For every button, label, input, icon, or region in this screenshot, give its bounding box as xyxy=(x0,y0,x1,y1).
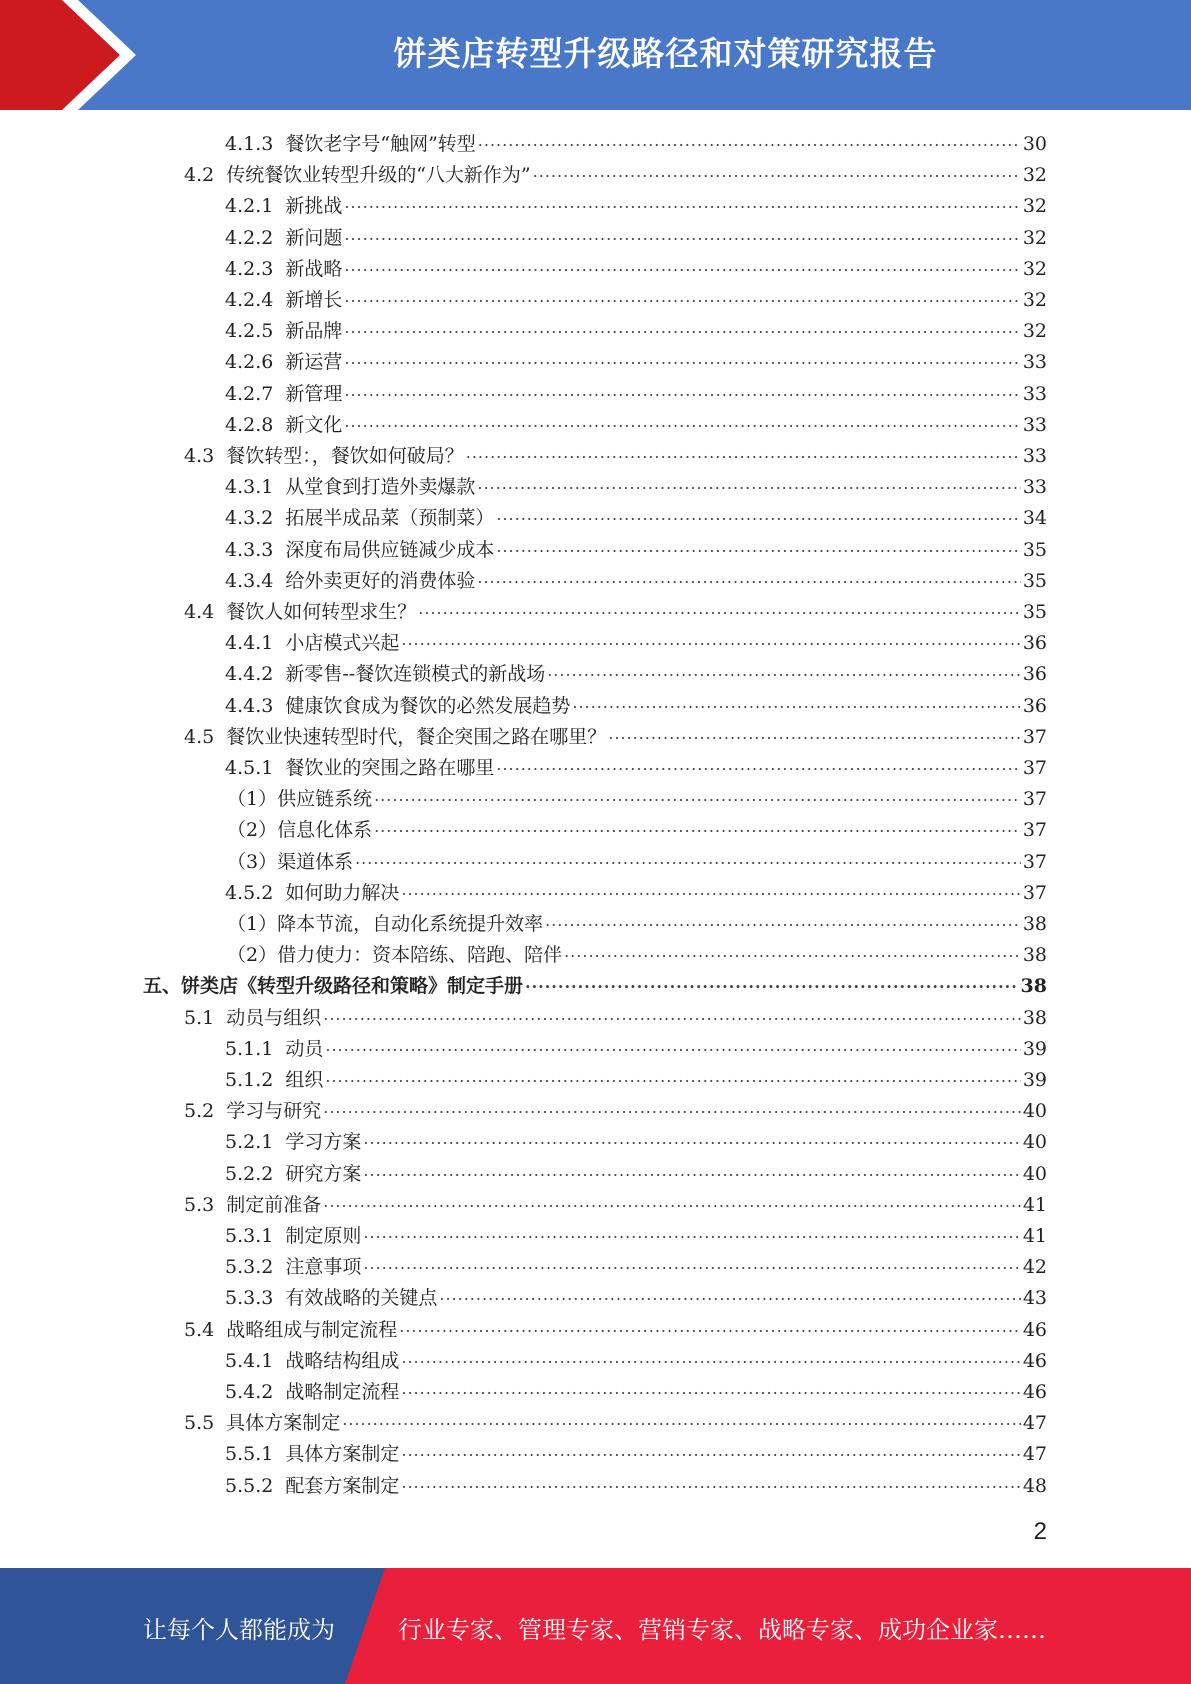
toc-dot-leader xyxy=(344,284,1020,306)
toc-entry-title: 战略制定流程 xyxy=(285,1381,400,1403)
toc-entry-number: 4.2.2 xyxy=(225,226,274,249)
toc-entry-number: 5.3.1 xyxy=(225,1225,274,1247)
toc-entry[interactable] xyxy=(225,534,1047,565)
toc-dot-leader xyxy=(323,1189,1021,1211)
toc-entry-title: 新零售--餐饮连锁模式的新战场 xyxy=(285,663,546,686)
toc-dot-leader xyxy=(477,565,1020,587)
toc-entry-number: 5.4.1 xyxy=(225,1349,274,1372)
toc-entry-title: 小店模式兴起 xyxy=(285,632,400,655)
toc-dot-leader xyxy=(496,534,1020,556)
toc-entry-title: 新战略 xyxy=(285,257,343,280)
toc-entry-title: 餐饮老字号“触网”转型 xyxy=(285,133,476,155)
toc-entry[interactable] xyxy=(143,970,1047,1001)
toc-entry-title: 新品牌 xyxy=(285,320,343,343)
toc-dot-leader xyxy=(323,1002,1021,1024)
toc-entry[interactable] xyxy=(225,1438,1047,1469)
toc-entry-title: 学习与研究 xyxy=(226,1100,322,1123)
toc-entry-page: 35 xyxy=(1022,601,1047,623)
toc-entry[interactable] xyxy=(225,284,1047,315)
toc-entry[interactable] xyxy=(227,908,1047,939)
toc-entry-page: 32 xyxy=(1022,289,1047,311)
toc-entry-title: （3）渠道体系 xyxy=(227,850,354,873)
toc-entry[interactable] xyxy=(184,159,1047,190)
toc-entry-number: 4.3.2 xyxy=(225,507,274,530)
toc-entry-page: 38 xyxy=(1022,1006,1047,1029)
toc-entry[interactable] xyxy=(225,128,1047,159)
toc-entry-title: 战略结构组成 xyxy=(285,1349,400,1372)
toc-entry-title: 制定原则 xyxy=(285,1225,362,1247)
toc-dot-leader xyxy=(399,1314,1021,1336)
toc-entry[interactable] xyxy=(184,1407,1047,1438)
header-arrow-decoration xyxy=(0,0,150,110)
toc-entry-title: 新运营 xyxy=(285,351,343,374)
toc-entry-title: 配套方案制定 xyxy=(285,1474,400,1497)
toc-entry[interactable] xyxy=(225,1345,1047,1376)
page-footer xyxy=(0,1568,1191,1684)
toc-entry-number: 5.3 xyxy=(184,1193,215,1216)
toc-entry[interactable] xyxy=(225,1376,1047,1407)
toc-dot-leader xyxy=(545,908,1021,930)
toc-entry-number: 4.4.1 xyxy=(225,632,274,655)
toc-dot-leader xyxy=(374,783,1021,805)
toc-dot-leader xyxy=(401,1345,1020,1367)
toc-dot-leader xyxy=(496,502,1020,524)
toc-entry-title: 五、饼类店《转型升级路径和策略》制定手册 xyxy=(143,975,524,998)
toc-entry[interactable] xyxy=(184,1314,1047,1345)
toc-entry-title: 战略组成与制定流程 xyxy=(226,1318,398,1341)
toc-entry-title: 新管理 xyxy=(285,382,343,405)
toc-entry-number: 5.1 xyxy=(184,1006,215,1029)
toc-entry-page: 40 xyxy=(1022,1131,1047,1154)
toc-entry-title: 新增长 xyxy=(285,289,343,311)
report-title: 饼类店转型升级路径和对策研究报告 xyxy=(393,34,938,73)
toc-entry[interactable] xyxy=(225,409,1047,440)
toc-entry[interactable] xyxy=(225,1251,1047,1282)
toc-entry[interactable] xyxy=(225,471,1047,502)
toc-entry-title: （2）借力使力：资本陪练、陪跑、陪伴 xyxy=(227,944,563,967)
toc-dot-leader xyxy=(572,690,1020,712)
toc-dot-leader xyxy=(401,1438,1020,1460)
toc-entry-title: 餐饮业快速转型时代，餐企突围之路在哪里？ xyxy=(226,725,607,748)
toc-dot-leader xyxy=(533,159,1021,181)
toc-entry-number: 4.2.1 xyxy=(225,195,274,218)
toc-entry-title: 从堂食到打造外卖爆款 xyxy=(285,476,476,499)
toc-dot-leader xyxy=(344,315,1020,337)
toc-entry-title: 注意事项 xyxy=(285,1256,362,1279)
page-number: 2 xyxy=(1033,1518,1047,1545)
toc-entry-title: 组织 xyxy=(285,1069,324,1091)
toc-entry-page: 33 xyxy=(1022,382,1047,405)
toc-dot-leader xyxy=(547,658,1021,680)
toc-dot-leader xyxy=(525,970,1019,992)
toc-entry-title: 新文化 xyxy=(285,413,343,436)
toc-entry-page: 48 xyxy=(1022,1474,1047,1497)
toc-entry[interactable] xyxy=(225,190,1047,221)
toc-entry-page: 36 xyxy=(1022,663,1047,686)
toc-entry-title: 健康饮食成为餐饮的必然发展趋势 xyxy=(285,694,571,717)
toc-entry-number: 4.2 xyxy=(184,164,215,187)
toc-entry[interactable] xyxy=(225,752,1047,783)
toc-entry-page: 39 xyxy=(1022,1069,1047,1091)
toc-entry-page: 40 xyxy=(1022,1100,1047,1123)
toc-entry-page: 39 xyxy=(1022,1037,1047,1060)
toc-entry-page: 32 xyxy=(1022,195,1047,218)
toc-entry[interactable] xyxy=(225,502,1047,533)
toc-entry-page: 36 xyxy=(1022,694,1047,717)
toc-entry[interactable] xyxy=(225,1158,1047,1189)
toc-entry-title: 制定前准备 xyxy=(226,1193,322,1216)
toc-entry[interactable] xyxy=(225,1282,1047,1313)
toc-entry[interactable] xyxy=(225,1064,1047,1095)
toc-entry[interactable] xyxy=(227,939,1047,970)
toc-entry-page: 33 xyxy=(1022,413,1047,436)
toc-entry-title: 研究方案 xyxy=(285,1162,362,1185)
toc-entry-number: 4.3.4 xyxy=(225,569,274,592)
toc-entry-number: 5.2.1 xyxy=(225,1131,274,1154)
toc-entry-number: 4.2.3 xyxy=(225,257,274,280)
toc-entry-page: 35 xyxy=(1022,538,1047,561)
toc-entry-title: 深度布局供应链减少成本 xyxy=(285,538,495,561)
toc-entry-number: 4.2.4 xyxy=(225,289,274,311)
toc-entry-page: 46 xyxy=(1022,1349,1047,1372)
toc-entry-title: 具体方案制定 xyxy=(285,1443,400,1466)
toc-entry-title: 如何助力解决 xyxy=(285,881,400,904)
toc-entry-number: 4.4 xyxy=(184,601,215,623)
toc-entry-page: 47 xyxy=(1022,1412,1047,1435)
page-header xyxy=(0,0,1191,110)
toc-entry-number: 4.3.3 xyxy=(225,538,274,561)
toc-entry-number: 5.2 xyxy=(184,1100,215,1123)
toc-entry-page: 33 xyxy=(1022,351,1047,374)
toc-entry-title: 动员 xyxy=(285,1037,324,1060)
toc-entry-title: 有效战略的关键点 xyxy=(285,1287,438,1310)
toc-entry[interactable] xyxy=(225,378,1047,409)
toc-entry[interactable] xyxy=(184,1095,1047,1126)
toc-entry-number: 5.1.1 xyxy=(225,1037,274,1060)
toc-dot-leader xyxy=(325,1064,1020,1086)
toc-dot-leader xyxy=(344,190,1020,212)
toc-dot-leader xyxy=(344,253,1020,275)
toc-entry-page: 33 xyxy=(1022,476,1047,499)
toc-entry-page: 42 xyxy=(1022,1256,1047,1279)
toc-entry-page: 30 xyxy=(1022,133,1047,155)
toc-entry[interactable] xyxy=(184,1189,1047,1220)
toc-dot-leader xyxy=(344,378,1020,400)
toc-entry-page: 38 xyxy=(1022,913,1047,935)
toc-entry-page: 32 xyxy=(1022,226,1047,249)
toc-entry-number: 5.5 xyxy=(184,1412,215,1435)
toc-entry-title: 餐饮业的突围之路在哪里 xyxy=(285,757,495,779)
toc-entry[interactable] xyxy=(184,440,1047,471)
toc-entry[interactable] xyxy=(227,783,1047,814)
toc-entry-title: 动员与组织 xyxy=(226,1006,322,1029)
toc-dot-leader xyxy=(478,128,1021,150)
footer-slogan-left: 让每个人都能成为 xyxy=(143,1616,335,1644)
toc-entry-number: 4.3 xyxy=(184,445,215,467)
toc-entry-page: 32 xyxy=(1022,164,1047,187)
toc-entry-number: 4.2.5 xyxy=(225,320,274,343)
toc-entry[interactable] xyxy=(225,1220,1047,1251)
toc-dot-leader xyxy=(374,814,1021,836)
toc-entry-page: 37 xyxy=(1022,725,1047,748)
toc-entry-page: 33 xyxy=(1022,445,1047,467)
toc-dot-leader xyxy=(401,627,1020,649)
toc-dot-leader xyxy=(401,877,1020,899)
toc-entry-page: 40 xyxy=(1022,1162,1047,1185)
footer-slogan-right: 行业专家、管理专家、营销专家、战略专家、成功企业家…… xyxy=(398,1616,1046,1644)
toc-entry[interactable] xyxy=(225,315,1047,346)
toc-entry-number: 4.2.7 xyxy=(225,382,274,405)
toc-entry[interactable] xyxy=(225,1470,1047,1501)
toc-entry-number: 5.3.3 xyxy=(225,1287,274,1310)
toc-entry[interactable] xyxy=(227,814,1047,845)
toc-dot-leader xyxy=(363,1158,1020,1180)
toc-entry-number: 4.5.1 xyxy=(225,757,274,779)
toc-entry[interactable] xyxy=(184,721,1047,752)
toc-entry-page: 47 xyxy=(1022,1443,1047,1466)
toc-entry-number: 4.1.3 xyxy=(225,133,274,155)
toc-entry-number: 4.4.2 xyxy=(225,663,274,686)
toc-dot-leader xyxy=(363,1251,1020,1273)
toc-dot-leader xyxy=(466,440,1021,462)
toc-entry-title: 餐饮转型：，餐饮如何破局？ xyxy=(226,445,464,467)
toc-entry-title: （1）供应链系统 xyxy=(227,788,373,811)
toc-dot-leader xyxy=(418,596,1021,618)
toc-dot-leader xyxy=(564,939,1021,961)
toc-dot-leader xyxy=(355,846,1021,868)
toc-entry-title: 新挑战 xyxy=(285,195,343,218)
toc-entry[interactable] xyxy=(225,690,1047,721)
toc-entry-number: 5.2.2 xyxy=(225,1162,274,1185)
toc-entry[interactable] xyxy=(184,1002,1047,1033)
toc-dot-leader xyxy=(401,1376,1020,1398)
toc-entry-page: 36 xyxy=(1022,632,1047,655)
toc-entry-number: 4.4.3 xyxy=(225,694,274,717)
toc-entry-page: 43 xyxy=(1022,1287,1047,1310)
toc-entry-number: 5.3.2 xyxy=(225,1256,274,1279)
toc-dot-leader xyxy=(439,1282,1020,1304)
toc-entry-number: 5.5.2 xyxy=(225,1474,274,1497)
toc-dot-leader xyxy=(344,222,1020,244)
toc-dot-leader xyxy=(325,1033,1020,1055)
toc-dot-leader xyxy=(496,752,1020,774)
toc-entry-page: 34 xyxy=(1022,507,1047,530)
toc-entry[interactable] xyxy=(225,565,1047,596)
toc-entry[interactable] xyxy=(184,596,1047,627)
toc-entry-title: （1）降本节流，自动化系统提升效率 xyxy=(227,913,544,935)
toc-dot-leader xyxy=(401,1470,1020,1492)
toc-dot-leader xyxy=(323,1095,1021,1117)
toc-entry[interactable] xyxy=(225,877,1047,908)
toc-entry-number: 5.1.2 xyxy=(225,1069,274,1091)
toc-entry-title: 餐饮人如何转型求生？ xyxy=(226,601,417,623)
toc-entry-number: 4.2.8 xyxy=(225,413,274,436)
toc-entry[interactable] xyxy=(227,846,1047,877)
toc-entry[interactable] xyxy=(225,346,1047,377)
toc-entry[interactable] xyxy=(225,1126,1047,1157)
toc-dot-leader xyxy=(608,721,1021,743)
toc-entry-title: 学习方案 xyxy=(285,1131,362,1154)
toc-entry-number: 4.2.6 xyxy=(225,351,274,374)
toc-entry-number: 4.5 xyxy=(184,725,215,748)
toc-entry[interactable] xyxy=(225,222,1047,253)
toc-entry-page: 37 xyxy=(1022,757,1047,779)
toc-entry-title: 给外卖更好的消费体验 xyxy=(285,569,476,592)
toc-entry-page: 46 xyxy=(1022,1318,1047,1341)
toc-entry[interactable] xyxy=(225,627,1047,658)
toc-entry-number: 4.5.2 xyxy=(225,881,274,904)
toc-entry-title: （2）信息化体系 xyxy=(227,819,373,842)
toc-entry-title: 传统餐饮业转型升级的“八大新作为” xyxy=(226,164,531,187)
toc-entry[interactable] xyxy=(225,658,1047,689)
toc-entry-number: 5.4 xyxy=(184,1318,215,1341)
toc-entry-page: 37 xyxy=(1022,850,1047,873)
toc-entry-title: 具体方案制定 xyxy=(226,1412,341,1435)
toc-entry[interactable] xyxy=(225,1033,1047,1064)
toc-entry[interactable] xyxy=(225,253,1047,284)
toc-entry-page: 37 xyxy=(1022,881,1047,904)
toc-entry-page: 38 xyxy=(1020,975,1047,998)
toc-entry-page: 32 xyxy=(1022,320,1047,343)
toc-dot-leader xyxy=(477,471,1020,493)
toc-entry-page: 35 xyxy=(1022,569,1047,592)
toc-entry-page: 41 xyxy=(1022,1225,1047,1247)
toc-entry-title: 拓展半成品菜（预制菜） xyxy=(285,507,495,530)
toc-entry-page: 38 xyxy=(1022,944,1047,967)
toc-entry-page: 41 xyxy=(1022,1193,1047,1216)
toc-entry-page: 37 xyxy=(1022,819,1047,842)
toc-entry-number: 5.5.1 xyxy=(225,1443,274,1466)
toc-dot-leader xyxy=(363,1220,1020,1242)
toc-entry-page: 32 xyxy=(1022,257,1047,280)
toc-entry-title: 新问题 xyxy=(285,226,343,249)
toc-dot-leader xyxy=(342,1407,1021,1429)
toc-entry-number: 4.3.1 xyxy=(225,476,274,499)
toc-entry-page: 37 xyxy=(1022,788,1047,811)
toc-dot-leader xyxy=(344,409,1020,431)
toc-dot-leader xyxy=(363,1126,1020,1148)
toc-dot-leader xyxy=(344,346,1020,368)
toc-entry-page: 46 xyxy=(1022,1381,1047,1403)
toc-entry-number: 5.4.2 xyxy=(225,1381,274,1403)
